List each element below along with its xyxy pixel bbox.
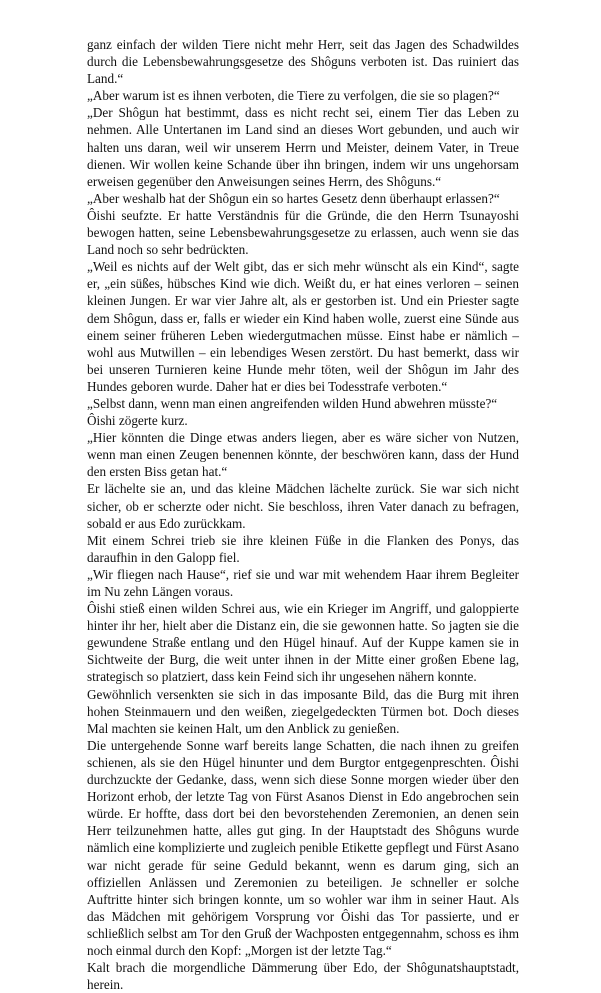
paragraph: „Weil es nichts auf der Welt gibt, das er sich mehr wünscht als ein Kind“, sagte er, „ein süßes, hübsches Kind wie dich. Weißt du, er hat eines verloren – seinen kleinen Jungen. Er war vier Jahre alt, als er gestorben ist. Und ein Priester sagte dem Shôgun, dass er, falls er wieder ein Kind haben wolle, zuerst eine Sünde aus einem seiner früheren Leben wiedergutmachen müsse. Einst habe er nämlich – wohl aus Mutwillen – ein lebendiges Wesen zerstört. Du hast bemerkt, dass wir bei unseren Turnieren keine Hunde mehr töten, weil der Shôgun im Jahr des Hundes geboren wurde. Daher hat er dies bei Todesstrafe verboten.“ [87,259,519,394]
paragraph: Ôishi stieß einen wilden Schrei aus, wie ein Krieger im Angriff, und galoppierte hinter ihr her, hielt aber die Distanz ein, die sie gewonnen hatte. So jagten sie die gewundene Straße entlang und den Hügel hinauf. Auf der Kuppe kamen sie in Sichtweite der Burg, die weit unter ihnen in der Mitte einer großen Ebene lag, strategisch so platziert, dass kein Feind sich ihr ungesehen nähern konnte. [87,601,519,685]
paragraph: „Selbst dann, wenn man einen angreifenden wilden Hund abwehren müsste?“ [87,395,498,411]
paragraph: Er lächelte sie an, und das kleine Mädchen lächelte zurück. Sie war sich nicht sicher, ob er scherzte oder nicht. Sie beschloss, ihren Vater danach zu befragen, sobald er aus Edo zurückkam. [87,481,519,531]
paragraph: Die untergehende Sonne warf bereits lange Schatten, die nach ihnen zu greifen schienen, als sie den Hügel hinunter und dem Burgtor entgegenpreschten. Ôishi durchzuckte der Gedanke, dass, wenn sich diese Sonne morgen wieder über den Horizont erhob, der letzte Tag von Fürst Asanos Dienst in Edo angebrochen sein würde. Er hoffte, dass dort bei den bevorstehenden Zeremonien, an denen sein Herr teilzunehmen hatte, alles gut ging. In der Hauptstadt des Shôguns wurde nämlich eine komplizierte und zugleich penible Etikette gepflegt und Fürst Asano war nicht gerade für seine Geduld bekannt, wenn es darum ging, sich an offiziellen Anlässen und Zeremonien zu beteiligen. Je schneller er solche Auftritte hinter sich bringen konnte, um so wohler war ihm in seiner Haut. Als das Mädchen mit gehörigem Vorsprung vor Ôishi das Tor passierte, und er schließlich selbst am Tor den Gruß der Wachposten entgegennahm, schoss es ihm noch einmal durch den Kopf: „Morgen ist der letzte Tag.“ [87,737,519,958]
paragraph: „Wir fliegen nach Hause“, rief sie und war mit wehendem Haar ihrem Begleiter im Nu zehn Längen voraus. [87,566,519,599]
paragraph: „Aber weshalb hat der Shôgun ein so hartes Gesetz denn überhaupt erlassen?“ [87,190,500,206]
paragraph: ganz einfach der wilden Tiere nicht mehr Herr, seit das Jagen des Schadwildes durch die Lebensbewahrungsgesetze des Shôguns verboten ist. Das ruiniert das Land.“ [87,37,519,87]
paragraph: „Hier könnten die Dinge etwas anders liegen, aber es wäre sicher von Nutzen, wenn man einen Zeugen benennen könnte, der beschwören kann, dass der Hund den ersten Biss getan hat.“ [87,430,519,480]
paragraph: Kalt brach die morgendliche Dämmerung über Edo, der Shôgunatshauptstadt, herein. [87,960,519,993]
paragraph: „Der Shôgun hat bestimmt, dass es nicht recht sei, einem Tier das Leben zu nehmen. Alle Untertanen im Land sind an dieses Wort gebunden, und auch wir halten uns daran, weil wir unserem Herrn und Meister, deinem Vater, in Treue dienen. Wir wollen keine Schande über ihn bringen, indem wir uns ungehorsam erweisen gegenüber den Anweisungen seines Herrn, des Shôguns.“ [87,105,519,189]
document-page [87,36,519,993]
paragraph: Ôishi seufzte. Er hatte Verständnis für die Gründe, die den Herrn Tsunayoshi bewogen hatten, seine Lebensbewahrungsgesetze zu erlassen, auch wenn sie das Land noch so sehr bedrückten. [87,207,519,258]
paragraph: Mit einem Schrei trieb sie ihre kleinen Füße in die Flanken des Ponys, das daraufhin in den Galopp fiel. [87,532,519,565]
paragraph: Ôishi zögerte kurz. [87,413,188,429]
paragraph: Gewöhnlich versenkten sie sich in das imposante Bild, das die Burg mit ihren hohen Steinmauern und den weißen, ziegelgedeckten Türmen bot. Doch dieses Mal machten sie keinen Halt, um den Anblick zu genießen. [87,686,519,736]
paragraph: „Aber warum ist es ihnen verboten, die Tiere zu verfolgen, die sie so plagen?“ [87,88,500,104]
